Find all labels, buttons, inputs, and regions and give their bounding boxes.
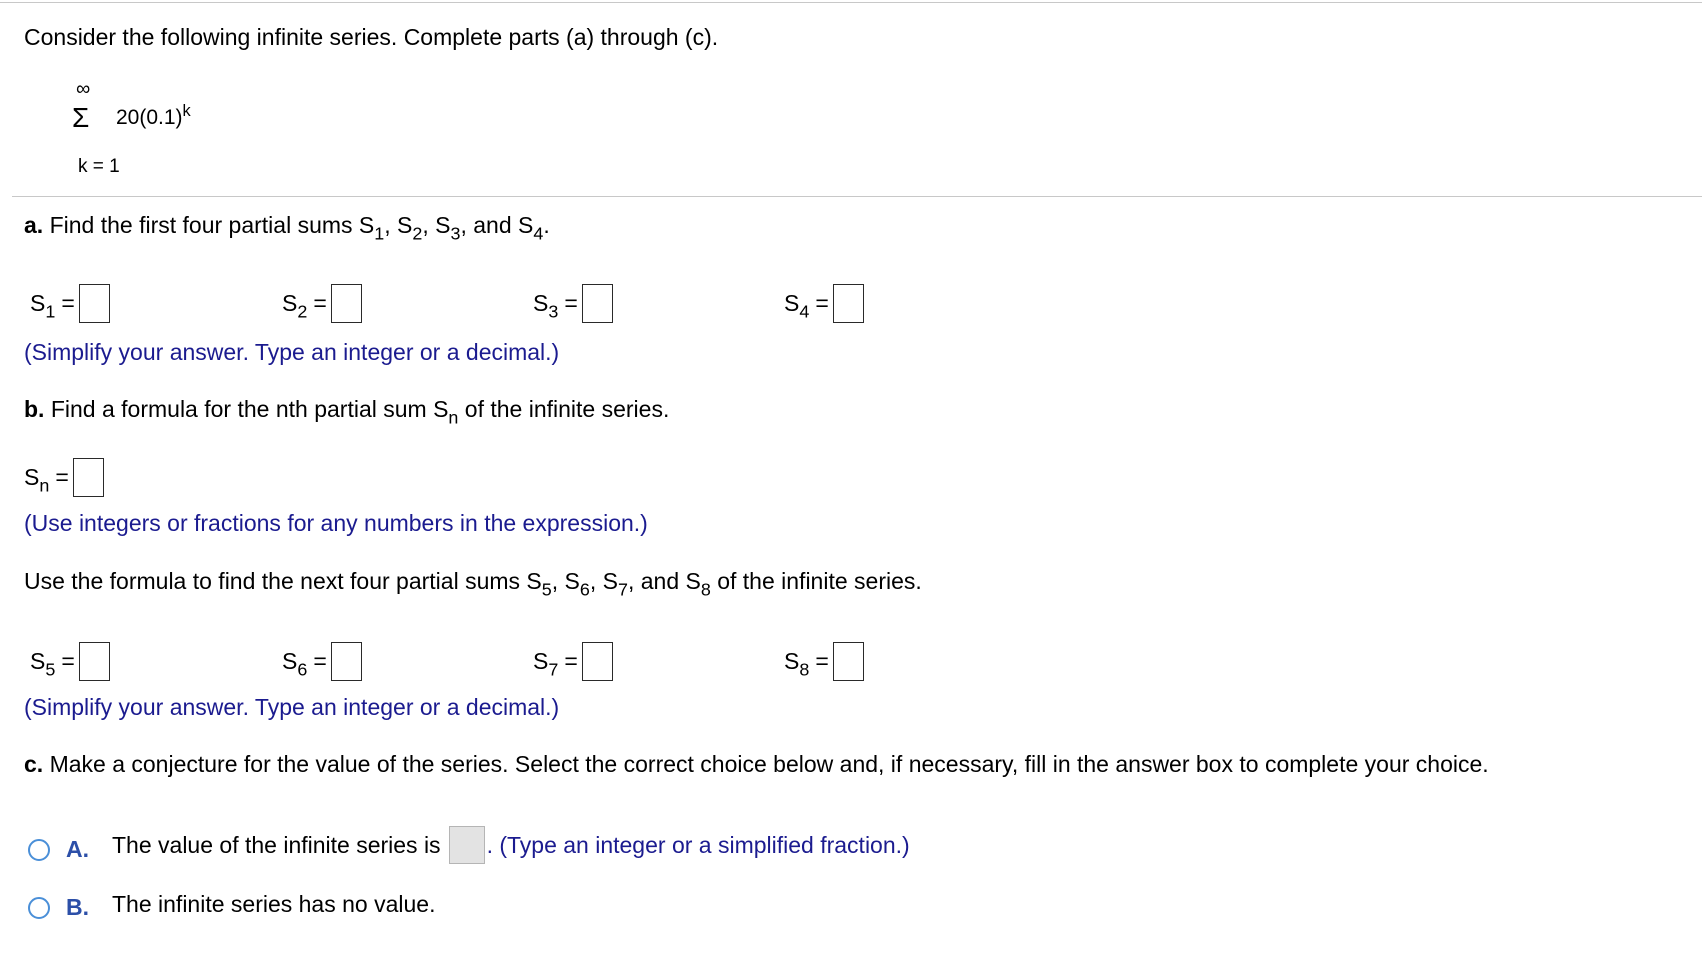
part-a-heading [24,212,550,244]
s2-equals: = [313,290,327,316]
s6-answer-box[interactable] [331,642,362,681]
next-text-after: of the infinite series. [710,568,922,594]
s4-equals: = [815,290,829,316]
sep-3: , and S [460,212,534,238]
sigma-upper-limit: ∞ [76,78,91,100]
s2-subscript: 2 [412,223,423,244]
s3-field [533,284,613,323]
s5-subscript: 5 [541,579,552,600]
s1-label: $S_1$ [30,290,56,322]
s3-answer-box[interactable] [582,284,613,323]
part-b-text: Find a formula for the nth partial sum S [44,396,449,422]
instruction-text: Consider the following infinite series. Complete parts (a) through (c). [24,24,719,50]
part-b-hint-2: (Simplify your answer. Type an integer or a decimal.) [24,694,560,720]
s6-label: $S_6$ [282,648,308,680]
series-term-exponent: k [182,101,191,120]
part-c-text: Make a conjecture for the value of the series. Select the correct choice below and, if necessary, fill in the answer box to complete your choice. [43,751,1489,777]
part-b-prefix: b. [24,396,45,422]
sn-label: $S_n$ [24,464,50,496]
s8-subscript: 8 [700,579,711,600]
s3-equals: = [564,290,578,316]
s5-answer-box[interactable] [79,642,110,681]
sigma-lower-limit: k = 1 [78,156,120,177]
s8-answer-box[interactable] [833,642,864,681]
s3-label: $S_3$ [533,290,559,322]
top-divider [0,2,1702,3]
s8-equals: = [815,648,829,674]
sn-equals: = [55,464,69,490]
nsep-2: , S [589,568,618,594]
choice-a-letter: A. [66,836,89,862]
choice-b-letter: B. [66,894,89,920]
nsep-3: , and S [627,568,701,594]
period: . [543,212,550,238]
s1-equals: = [61,290,75,316]
s8-field [784,642,864,681]
choice-b-radio[interactable] [28,897,50,919]
nsep-1: , S [551,568,580,594]
sn-answer-box[interactable] [73,458,104,497]
s4-field [784,284,864,323]
choice-a-text-row [112,826,910,864]
s5-equals: = [61,648,75,674]
part-c-heading [24,751,1489,778]
s5-field [30,642,110,681]
s7-label: $S_7$ [533,648,559,680]
part-b-heading [24,396,670,428]
s4-label: $S_4$ [784,290,810,322]
s2-label: $S_2$ [282,290,308,322]
s8-label: $S_8$ [784,648,810,680]
next-sums-instruction [24,568,922,600]
part-a-text: Find the first four partial sums S [43,212,375,238]
part-c-prefix: c. [24,751,44,777]
s6-subscript: 6 [579,579,590,600]
s7-subscript: 7 [617,579,628,600]
s1-field [30,284,110,323]
s6-field [282,642,362,681]
s3-subscript: 3 [450,223,461,244]
sep-1: , S [384,212,413,238]
part-b-text-after: of the infinite series. [458,396,670,422]
s2-answer-box[interactable] [331,284,362,323]
s4-answer-box[interactable] [833,284,864,323]
s6-equals: = [313,648,327,674]
choice-a-hint: . (Type an integer or a simplified fraction.) [486,831,910,858]
series-term-base: 20(0.1) [116,106,183,129]
choice-a-text: The value of the infinite series is [112,831,441,858]
s5-label: $S_5$ [30,648,56,680]
s1-subscript: 1 [374,223,385,244]
part-b-hint: (Use integers or fractions for any numbers in the expression.) [24,510,648,536]
series-expression [70,78,270,182]
section-divider [12,196,1702,197]
part-a-hint: (Simplify your answer. Type an integer or a decimal.) [24,339,560,365]
s7-answer-box[interactable] [582,642,613,681]
choice-a-radio[interactable] [28,839,50,861]
part-a-prefix: a. [24,212,44,238]
choice-a-answer-box[interactable] [449,826,485,864]
sn-subscript: n [448,407,459,428]
sn-field [24,458,104,497]
sep-2: , S [422,212,451,238]
s4-subscript: 4 [533,223,544,244]
s1-answer-box[interactable] [79,284,110,323]
next-text: Use the formula to find the next four partial sums S [24,568,542,594]
s7-equals: = [564,648,578,674]
series-term [116,101,191,130]
sigma-symbol: Σ [72,102,90,133]
s2-field [282,284,362,323]
s7-field [533,642,613,681]
choice-b-text: The infinite series has no value. [112,891,436,917]
